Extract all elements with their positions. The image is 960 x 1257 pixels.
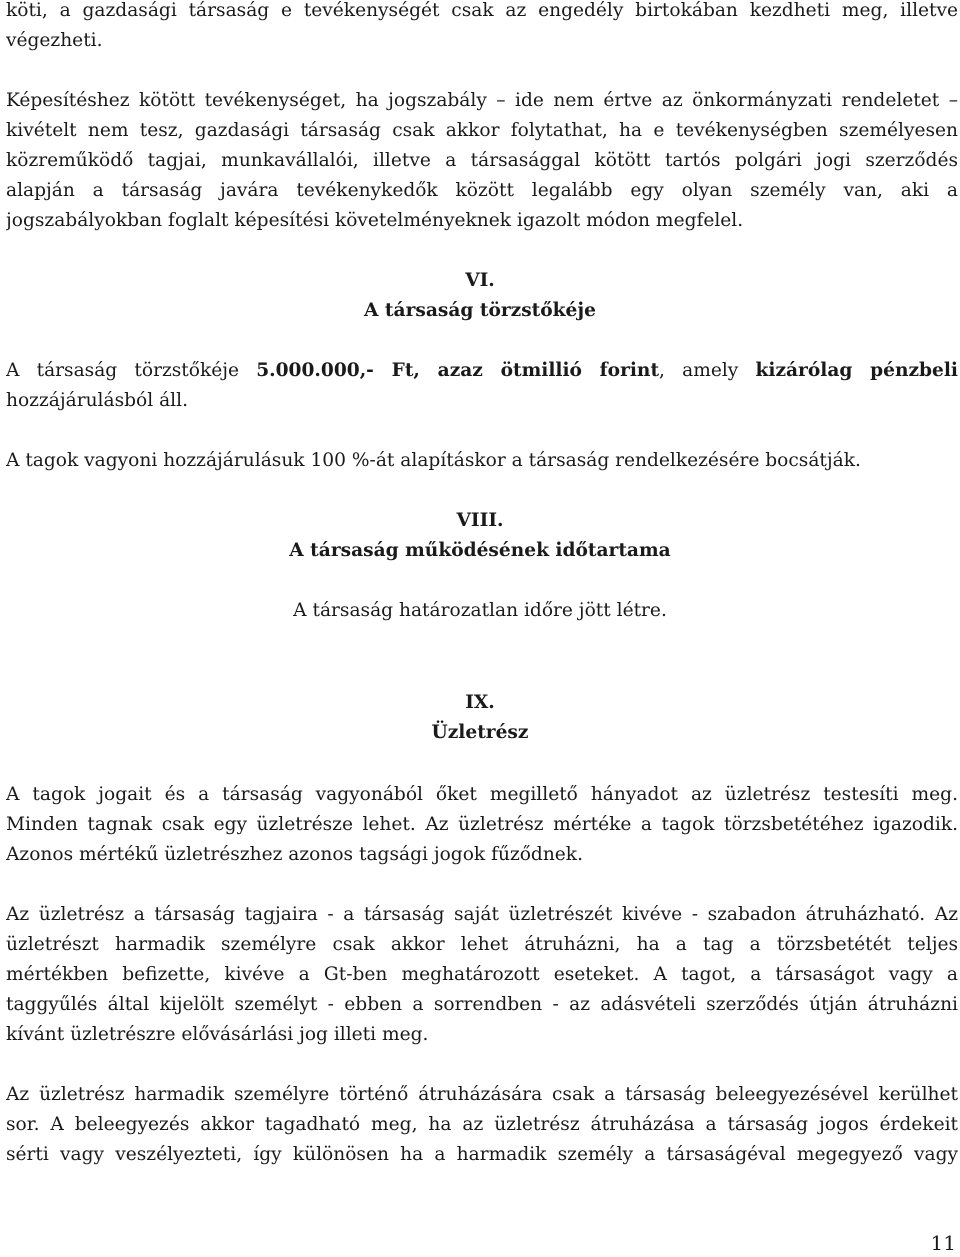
paragraph-line: kivételt nem tesz, gazdasági társaság csak akkor folytathat, ha e tevékenységben személyesen [6, 120, 958, 141]
paragraph-line: A tagok vagyoni hozzájárulásuk 100 %-át alapításkor a társaság rendelkezésére bocsátják. [6, 450, 861, 471]
paragraph-line: Az üzletrész harmadik személyre történő átruházására csak a társaság beleegyezésével kerülhet [6, 1084, 958, 1105]
paragraph-line: köti, a gazdasági társaság e tevékenységét csak az engedély birtokában kezdheti meg, illetve [6, 0, 958, 21]
paragraph-line: üzletrészt harmadik személyre csak akkor lehet átruházni, ha a tag a törzsbetétét teljes [6, 934, 958, 955]
section-number: VI. [465, 270, 495, 291]
section-title: A társaság törzstőkéje [364, 300, 596, 321]
section-title: A társaság működésének időtartama [289, 540, 671, 561]
paragraph-line: A társaság határozatlan időre jött létre. [293, 600, 667, 621]
paragraph-line: sérti vagy veszélyezteti, így különösen ha a harmadik személy a társaságéval megegyező vagy [6, 1144, 958, 1165]
paragraph-line: közreműködő tagjai, munkavállalói, illetve a társasággal kötött tartós polgári jogi szerződés [6, 150, 958, 171]
capital-prefix: A társaság törzstőkéje [6, 360, 257, 381]
capital-middle: , amely [659, 360, 756, 381]
paragraph-line: jogszabályokban foglalt képesítési követelményeknek igazolt módon megfelel. [6, 210, 744, 231]
paragraph-line: Minden tagnak csak egy üzletrésze lehet. Az üzletrész mértéke a tagok törzsbetétéhez igazodik. [6, 814, 958, 835]
paragraph-line: Az üzletrész a társaság tagjaira - a társaság saját üzletrészét kivéve - szabadon átruházható. Az [6, 904, 958, 925]
paragraph-line: alapján a társaság javára tevékenykedők között legalább egy olyan személy van, aki a [6, 180, 958, 201]
capital-emphasis: kizárólag pénzbeli [755, 360, 958, 381]
page-number: 11 [930, 1231, 956, 1255]
paragraph-line: A tagok jogait és a társaság vagyonából őket megillető hányadot az üzletrész testesíti meg. [6, 784, 958, 805]
section-number: IX. [465, 692, 495, 713]
paragraph-line: mértékben befizette, kivéve a Gt-ben meghatározott eseteket. A tagot, a társaságot vagy a [6, 964, 958, 985]
paragraph-line: Azonos mértékű üzletrészhez azonos tagsági jogok fűződnek. [6, 844, 583, 865]
section-title: Üzletrész [431, 722, 529, 743]
capital-line [6, 356, 958, 386]
section-number: VIII. [456, 510, 504, 531]
paragraph-line: végezheti. [6, 30, 103, 51]
paragraph-line: kívánt üzletrészre elővásárlási jog illeti meg. [6, 1024, 429, 1045]
capital-amount: 5.000.000,- Ft, azaz ötmillió forint [256, 360, 660, 381]
paragraph-line: hozzájárulásból áll. [6, 390, 188, 411]
paragraph-line: sor. A beleegyezés akkor tagadható meg, ha az üzletrész átruházása a társaság jogos érdekeit [6, 1114, 958, 1135]
paragraph-line: taggyűlés által kijelölt személyt - ebben a sorrendben - az adásvételi szerződés útján átruházni [6, 994, 958, 1015]
paragraph-line: Képesítéshez kötött tevékenységet, ha jogszabály – ide nem értve az önkormányzati rendeletet – [6, 90, 958, 111]
